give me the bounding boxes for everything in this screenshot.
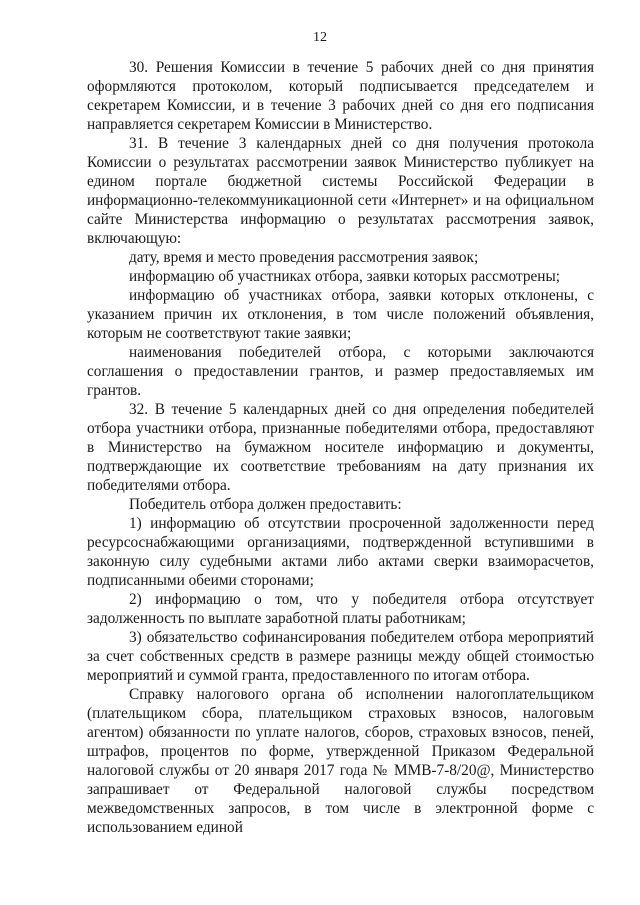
paragraph-31: 31. В течение 3 календарных дней со дня получения протокола Комиссии о результатах рассмотрении заявок Министерство публикует на едином портале бюджетной системы Российской Федерации в информационно-телекоммуникационной сети «Интернет» и на официальном сайте Министерства информацию о результатах рассмотрения заявок, включающую:: [87, 135, 594, 247]
document-body: [87, 58, 594, 837]
page-number: 12: [313, 30, 327, 45]
paragraph-30: 30. Решения Комиссии в течение 5 рабочих дней со дня принятия оформляются протоколом, который подписывается председателем и секретарем Комиссии, и в течение 3 рабочих дней со дня его подписания направляется секретарем Комиссии в Министерство.: [87, 59, 594, 133]
list-item: 2) информацию о том, что у победителя отбора отсутствует задолженность по выплате заработной платы работникам;: [87, 591, 594, 627]
list-item: дату, время и место проведения рассмотрения заявок;: [129, 249, 479, 266]
list-item: 1) информацию об отсутствии просроченной задолженности перед ресурсоснабжающими организациями, подтвержденной вступившими в законную силу судебными актами либо актами сверки взаиморасчетов, подписанными обеими сторонами;: [87, 515, 594, 589]
list-item: 3) обязательство софинансирования победителем отбора мероприятий за счет собственных средств в размере разницы между общей стоимостью мероприятий и суммой гранта, предоставленного по итогам отбора.: [87, 629, 594, 684]
paragraph-32: 32. В течение 5 календарных дней со дня определения победителей отбора участники отбора, признанные победителями отбора, предоставляют в Министерство на бумажном носителе информацию и документы, подтверждающие их соответствие требованиям на дату признания их победителями отбора.: [87, 401, 594, 494]
paragraph: Справку налогового органа об исполнении налогоплательщиком (плательщиком сбора, плательщиком страховых взносов, налоговым агентом) обязанности по уплате налогов, сборов, страховых взносов, пеней, штрафов, процентов по форме, утвержденной Приказом Федеральной налоговой службы от 20 января 2017 года № ММВ-7-8/20@, Министерство запрашивает от Федеральной налоговой службы посредством межведомственных запросов, в том числе в электронной форме с использованием единой: [87, 686, 594, 836]
list-item: информацию об участниках отбора, заявки которых рассмотрены;: [129, 268, 561, 285]
list-item: наименования победителей отбора, с которыми заключаются соглашения о предоставлении грантов, и размер предоставляемых им грантов.: [87, 344, 594, 399]
paragraph: Победитель отбора должен предоставить:: [129, 496, 402, 513]
list-item: информацию об участниках отбора, заявки которых отклонены, с указанием причин их отклонения, в том числе положений объявления, которым не соответствуют такие заявки;: [87, 287, 594, 342]
